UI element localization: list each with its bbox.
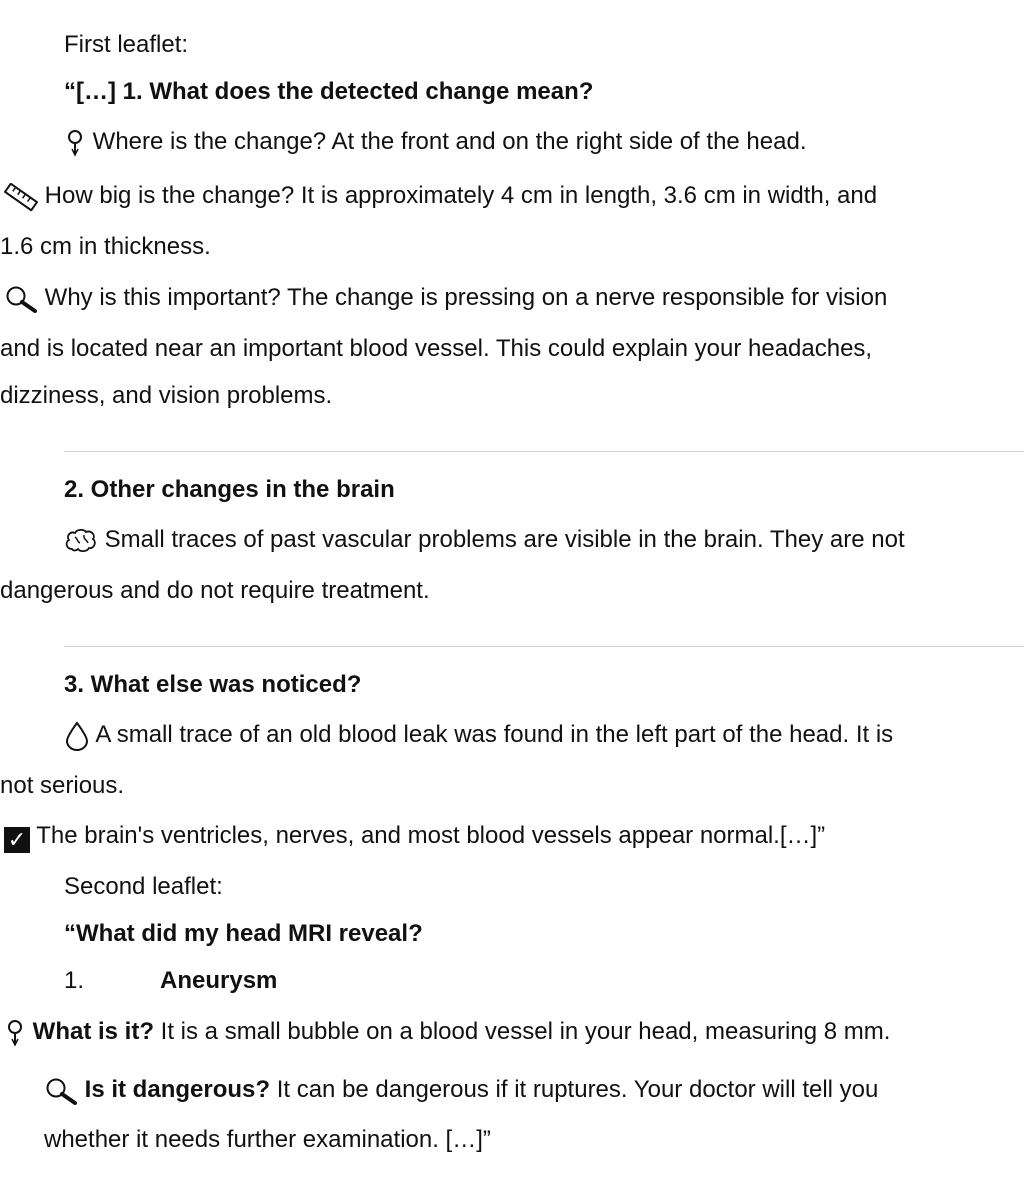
section1-why-text1: Why is this important? The change is pressing on a nerve responsible for vision [44, 284, 888, 311]
leaflet2-danger-line1 [44, 1075, 878, 1105]
section2-line1 [64, 525, 905, 555]
pin-icon [64, 129, 86, 157]
checkbox-icon: ✓ [4, 827, 30, 853]
section3-line2: not serious. [0, 772, 125, 799]
leaflet2-item-number: 1. [64, 967, 85, 994]
leaflet1-heading: First leaflet: [64, 31, 189, 58]
danger-text1: It can be dangerous if it ruptures. Your doctor will tell you [270, 1076, 879, 1103]
leaflet2-danger-line2: whether it needs further examination. […]” [44, 1126, 491, 1153]
what-label: What is it? [32, 1018, 154, 1045]
leaflet2-what-line [4, 1017, 890, 1047]
section3-title: 3. What else was noticed? [64, 671, 362, 698]
droplet-icon [64, 721, 90, 751]
section1-why-line3: dizziness, and vision problems. [0, 382, 333, 409]
section1-title-text: 1. What does the detected change mean? [122, 78, 594, 105]
section1-size-line1 [4, 181, 877, 211]
magnifier-icon [44, 1077, 78, 1105]
ruler-icon [4, 183, 38, 211]
leaflet2-item-title: Aneurysm [160, 967, 278, 994]
leaflet2-heading: Second leaflet: [64, 873, 223, 900]
section1-size-line2: 1.6 cm in thickness. [0, 233, 211, 260]
section2-title: 2. Other changes in the brain [64, 476, 395, 503]
quote-open: “[…] [64, 78, 123, 105]
what-text: It is a small bubble on a blood vessel in your head, measuring 8 mm. [154, 1018, 891, 1045]
section1-where [64, 127, 806, 157]
leaflet2-title: “What did my head MRI reveal? [64, 920, 423, 947]
magnifier-icon [4, 285, 38, 313]
divider [64, 646, 1024, 647]
divider [64, 451, 1024, 452]
section3-text1: A small trace of an old blood leak was found in the left part of the head. It is [95, 721, 894, 748]
section3-check-line [4, 821, 825, 853]
section2-text1: Small traces of past vascular problems are visible in the brain. They are not [104, 526, 905, 553]
danger-label: Is it dangerous? [84, 1076, 271, 1103]
section2-line2: dangerous and do not require treatment. [0, 577, 430, 604]
section1-why-line2: and is located near an important blood vessel. This could explain your headaches, [0, 335, 873, 362]
section3-line1 [64, 720, 893, 751]
section3-check-text: The brain's ventricles, nerves, and most blood vessels appear normal.[…]” [36, 822, 826, 849]
pin-icon [4, 1019, 26, 1047]
leaflet1-section1-title [64, 77, 593, 107]
section1-size-text1: How big is the change? It is approximately 4 cm in length, 3.6 cm in width, and [44, 182, 878, 209]
brain-icon [64, 527, 98, 555]
section1-where-text: Where is the change? At the front and on the right side of the head. [92, 128, 807, 155]
section1-why-line1 [4, 283, 887, 313]
